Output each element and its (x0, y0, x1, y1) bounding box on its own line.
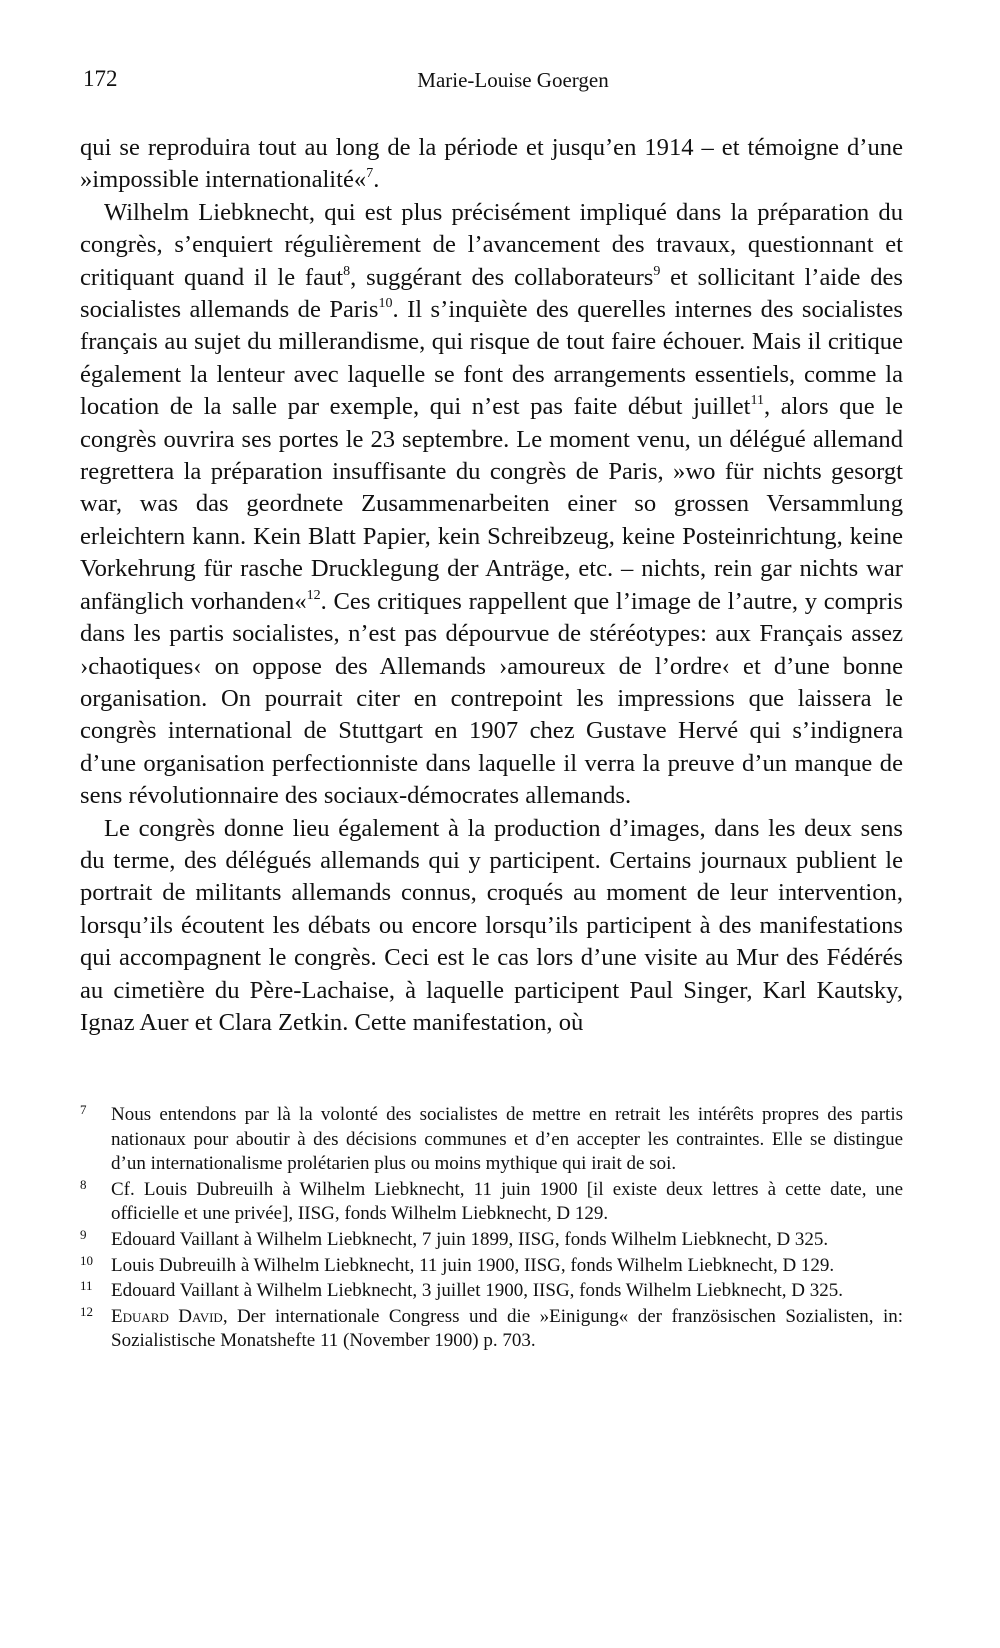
footnote-mark: 10 (80, 1252, 93, 1268)
note-ref-8: 8 (343, 263, 351, 279)
footnote-mark: 11 (80, 1278, 93, 1294)
footnote-text: , Der internationale Congress und die »Einigung« der französischen Sozialisten, in: Sozialistische Monatshefte 11 (November 1900) p. 703. (111, 1305, 903, 1352)
footnote-mark: 7 (80, 1102, 87, 1117)
footnote-11 (80, 1279, 903, 1304)
footnote-text: Louis Dubreuilh à Wilhelm Liebknecht, 11 juin 1900, IISG, fonds Wilhelm Liebknecht, D 129. (111, 1254, 835, 1276)
footnote-12 (80, 1305, 903, 1354)
footnote-8 (80, 1178, 903, 1227)
note-ref-11: 11 (750, 393, 764, 409)
paragraph-1 (80, 132, 903, 197)
paragraph-2-part-a: Wilhelm Liebknecht, qui est plus précisément impliqué dans la préparation du congrès, s’enquiert régulièrement de l’avancement des travaux, questionnant et critiquant quand il le faut (80, 198, 903, 291)
footnote-text: Edouard Vaillant à Wilhelm Liebknecht, 3 juillet 1900, IISG, fonds Wilhelm Liebknecht, D 325. (111, 1280, 843, 1302)
paragraph-2-part-b: , suggérant des collaborateurs (350, 263, 654, 291)
footnotes (80, 1103, 903, 1355)
body-text (80, 132, 903, 1039)
footnote-mark: 8 (80, 1176, 87, 1192)
paragraph-3: Le congrès donne lieu également à la production d’images, dans les deux sens du terme, des délégués allemands qui y participent. Certains journaux publient le portrait de militants allemands connus, croqués au moment de leur intervention, lorsqu’ils écoutent les débats ou encore lorsqu’ils participent à des manifestations qui accompagnent le congrès. Ceci est le cas lors d’une visite au Mur des Fédérés au cimetière du Père-Lachaise, à laquelle participent Paul Singer, Karl Kautsky, Ignaz Auer et Clara Zetkin. Cette manifestation, où (80, 814, 903, 1036)
footnote-text: Cf. Louis Dubreuilh à Wilhelm Liebknecht, 11 juin 1900 [il existe deux lettres à cette date, une officielle et une privée], IISG, fonds Wilhelm Liebknecht, D 129. (111, 1178, 903, 1225)
footnote-mark: 12 (80, 1303, 93, 1319)
footnote-10 (80, 1254, 903, 1279)
page-header (83, 66, 903, 96)
note-ref-12: 12 (306, 587, 321, 603)
footnote-author: Eduard David (111, 1305, 223, 1327)
footnote-mark: 9 (80, 1226, 87, 1242)
paragraph-2-part-c: et sollicitant l’aide des socialistes allemands de Paris (80, 263, 903, 324)
paragraph-2-part-f: . Ces critiques rappellent que l’image de l’autre, y compris dans les partis socialistes, n’est pas dépourvue de stéréotypes: aux Français assez ›chaotiques‹ on oppose des Allemands ›amoureux de l’ordre‹ et d’une bonne organisation. On pourrait citer en contrepoint les impressions que laissera le congrès international de Stuttgart en 1907 chez Gustave Hervé qui s’indignera d’une organisation perfectionniste dans laquelle il verra la preuve d’un manque de sens révolutionnaire des sociaux-démocrates allemands. (80, 587, 904, 810)
paragraph-2-part-e: , alors que le congrès ouvrira ses portes le 23 septembre. Le moment venu, un délégué allemand regrettera la préparation insuffisante du congrès de Paris, »wo für nichts gesorgt war, was das geordnete Zusammenarbeiten einer so grossen Versammlung erleichtern kann. Kein Blatt Papier, kein Schreibzeug, keine Posteinrichtung, keine Vorkehrung für rasche Drucklegung der Anträge, etc. – nichts, rein gar nichts war anfänglich vorhanden« (80, 393, 903, 615)
note-ref-10: 10 (378, 296, 393, 312)
paragraph-2-part-d: . Il s’inquiète des querelles internes des socialistes français au sujet du millerandisme, qui risque de tout faire échouer. Mais il critique également la lenteur avec laquelle se font des arrangements essentiels, comme la location de la salle par exemple, qui n’est pas faite début juillet (80, 296, 903, 421)
note-ref-9: 9 (653, 263, 661, 279)
page-number: 172 (83, 66, 118, 91)
footnote-text: Edouard Vaillant à Wilhelm Liebknecht, 7 juin 1899, IISG, fonds Wilhelm Liebknecht, D 325. (111, 1228, 829, 1250)
footnote-text: Nous entendons par là la volonté des socialistes de mettre en retrait les intérêts propres des partis nationaux pour aboutir à des décisions communes et d’en accepter les contraintes. Elle se distingue d’un internationalisme prolétarien plus ou moins mythique qui irait de soi. (111, 1104, 903, 1175)
paragraph-1-end: . (373, 166, 380, 194)
footnote-7 (80, 1103, 903, 1177)
running-head: Marie-Louise Goergen (417, 68, 609, 92)
footnote-9 (80, 1228, 903, 1253)
paragraph-1-text: qui se reproduira tout au long de la période et jusqu’en 1914 – et témoigne d’une »impossible internationalité« (80, 134, 903, 194)
paragraph-2 (80, 197, 903, 813)
note-ref-7: 7 (366, 166, 374, 182)
